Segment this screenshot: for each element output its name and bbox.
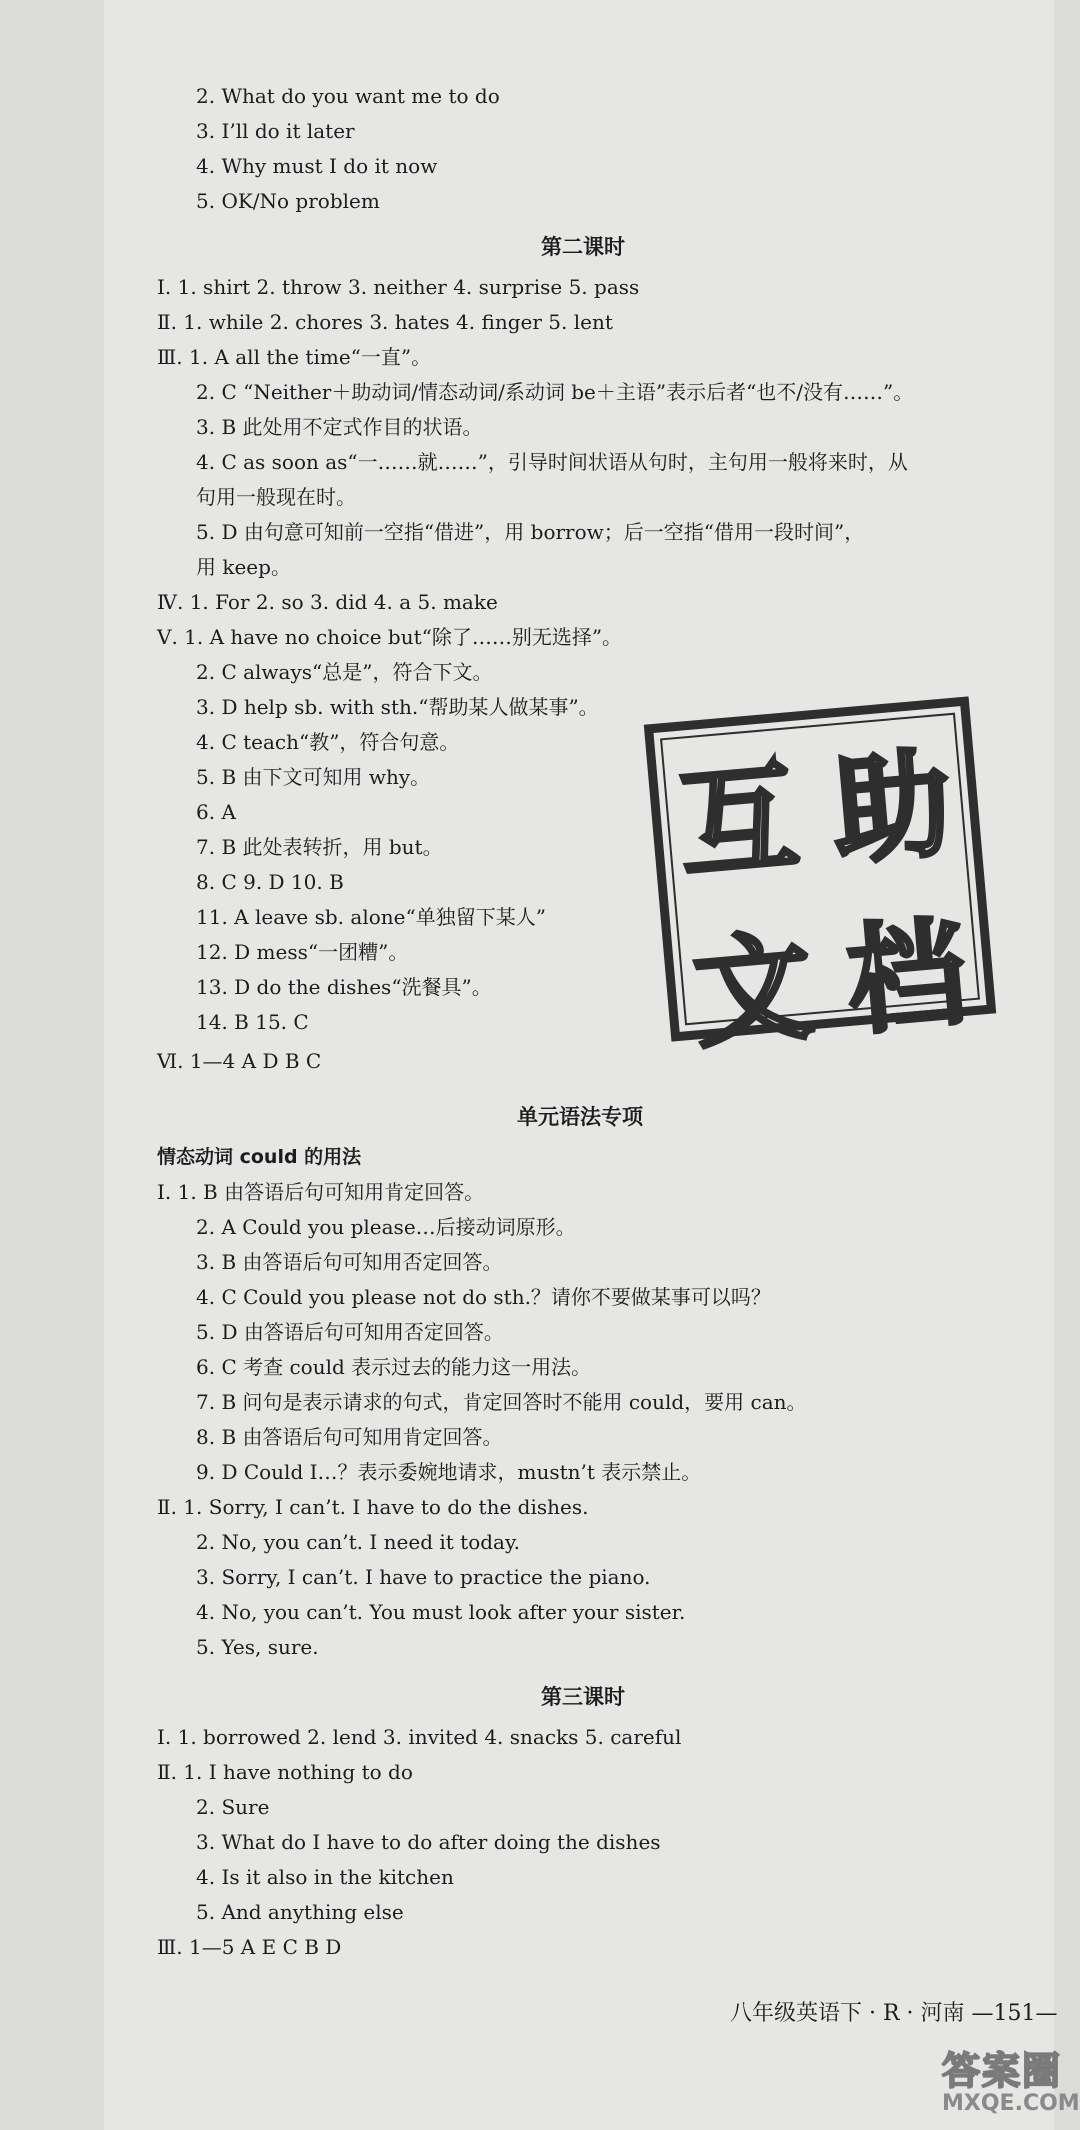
answer-line: 7. B 此处表转折，用 but。 <box>196 835 443 859</box>
answer-line: 3. What do I have to do after doing the dishes <box>196 1830 661 1854</box>
answer-line: Ⅲ. 1—5 A E C B D <box>157 1935 342 1959</box>
answer-line: Ⅳ. 1. For 2. so 3. did 4. a 5. make <box>157 590 498 614</box>
answer-line: 13. D do the dishes“洗餐具”。 <box>196 975 492 999</box>
answer-line: 2. A Could you please…后接动词原形。 <box>196 1215 576 1239</box>
answer-line: 4. C teach“教”，符合句意。 <box>196 730 460 754</box>
answer-line: 8. C 9. D 10. B <box>196 870 344 894</box>
answer-line: 7. B 问句是表示请求的句式，肯定回答时不能用 could，要用 can。 <box>196 1390 807 1414</box>
answer-line: Ⅵ. 1—4 A D B C <box>157 1049 322 1073</box>
site-watermark <box>942 2040 1080 2126</box>
watermark-site: MXQE.COM <box>942 2091 1080 2116</box>
answer-line: 5. B 由下文可知用 why。 <box>196 765 431 789</box>
hu-zhu-wen-dang-stamp <box>644 696 996 1065</box>
answer-line: 5. D 由答语后句可知用否定回答。 <box>196 1320 504 1344</box>
answer-line: Ⅱ. 1. while 2. chores 3. hates 4. finger 5. lent <box>157 310 613 334</box>
answer-line: 3. D help sb. with sth.“帮助某人做某事”。 <box>196 695 599 719</box>
answer-line: 6. C 考查 could 表示过去的能力这一用法。 <box>196 1355 592 1379</box>
answer-line: Ⅰ. 1. shirt 2. throw 3. neither 4. surprise 5. pass <box>157 275 640 299</box>
page-footer: 八年级英语下 · R · 河南 —151— <box>730 2001 1058 2026</box>
answer-line: 2. Sure <box>196 1795 270 1819</box>
answer-line: 11. A leave sb. alone“单独留下某人” <box>196 905 546 929</box>
answer-line: 3. Sorry, I can’t. I have to practice the piano. <box>196 1565 651 1589</box>
answer-line: 5. Yes, sure. <box>196 1635 319 1659</box>
answer-line: 2. C “Neither＋助动词/情态动词/系动词 be＋主语”表示后者“也不/没有……”。 <box>196 380 914 404</box>
answer-line: 4. C Could you please not do sth.？请你不要做某事可以吗？ <box>196 1285 771 1309</box>
answer-line: Ⅱ. 1. I have nothing to do <box>157 1760 413 1784</box>
section-heading: 单元语法专项 <box>517 1105 643 1129</box>
answer-line: 14. B 15. C <box>196 1010 309 1034</box>
answer-line: 12. D mess“一团糟”。 <box>196 940 409 964</box>
answer-line: Ⅰ. 1. borrowed 2. lend 3. invited 4. snacks 5. careful <box>157 1725 682 1749</box>
answer-line: 用 keep。 <box>196 555 291 579</box>
answer-line: 2. What do you want me to do <box>196 84 500 108</box>
answer-line: 2. C always“总是”，符合下文。 <box>196 660 493 684</box>
answer-line: 2. No, you can’t. I need it today. <box>196 1530 520 1554</box>
section-heading: 第二课时 <box>541 235 625 259</box>
stamp-char: 互 <box>673 747 804 895</box>
answer-line: 5. OK/No problem <box>196 189 380 213</box>
answer-line: 4. C as soon as“一……就……”，引导时间状语从句时，主句用一般将来时，从 <box>196 450 908 474</box>
stamp-char: 文 <box>688 916 819 1065</box>
answer-line: 情态动词 could 的用法 <box>157 1146 362 1168</box>
answer-line: Ⅱ. 1. Sorry, I can’t. I have to do the dishes. <box>157 1495 589 1519</box>
stamp-char: 档 <box>841 902 972 1051</box>
answer-line: 8. B 由答语后句可知用肯定回答。 <box>196 1425 503 1449</box>
answer-line: 3. B 此处用不定式作目的状语。 <box>196 415 483 439</box>
answer-line: Ⅰ. 1. B 由答语后句可知用肯定回答。 <box>157 1180 485 1204</box>
answer-line: 3. B 由答语后句可知用否定回答。 <box>196 1250 503 1274</box>
watermark-badge: 答案圈 <box>942 2049 1063 2093</box>
answer-line: 3. I’ll do it later <box>196 119 355 143</box>
answer-line: 4. Why must I do it now <box>196 154 438 178</box>
answer-line: 4. Is it also in the kitchen <box>196 1865 454 1889</box>
answer-line: 9. D Could I…？表示委婉地请求，mustn’t 表示禁止。 <box>196 1460 702 1484</box>
section-heading: 第三课时 <box>541 1685 625 1709</box>
answer-line: 6. A <box>196 800 236 824</box>
answer-line: 5. D 由句意可知前一空指“借进”，用 borrow；后一空指“借用一段时间”， <box>196 520 865 544</box>
answer-line: 5. And anything else <box>196 1900 404 1924</box>
answer-line: 句用一般现在时。 <box>196 485 356 509</box>
answer-line: Ⅲ. 1. A all the time“一直”。 <box>157 345 432 369</box>
answer-line: 4. No, you can’t. You must look after your sister. <box>196 1600 686 1624</box>
stamp-char: 助 <box>827 733 957 882</box>
answer-line: Ⅴ. 1. A have no choice but“除了……别无选择”。 <box>157 625 623 649</box>
answer-page <box>104 0 1058 2130</box>
